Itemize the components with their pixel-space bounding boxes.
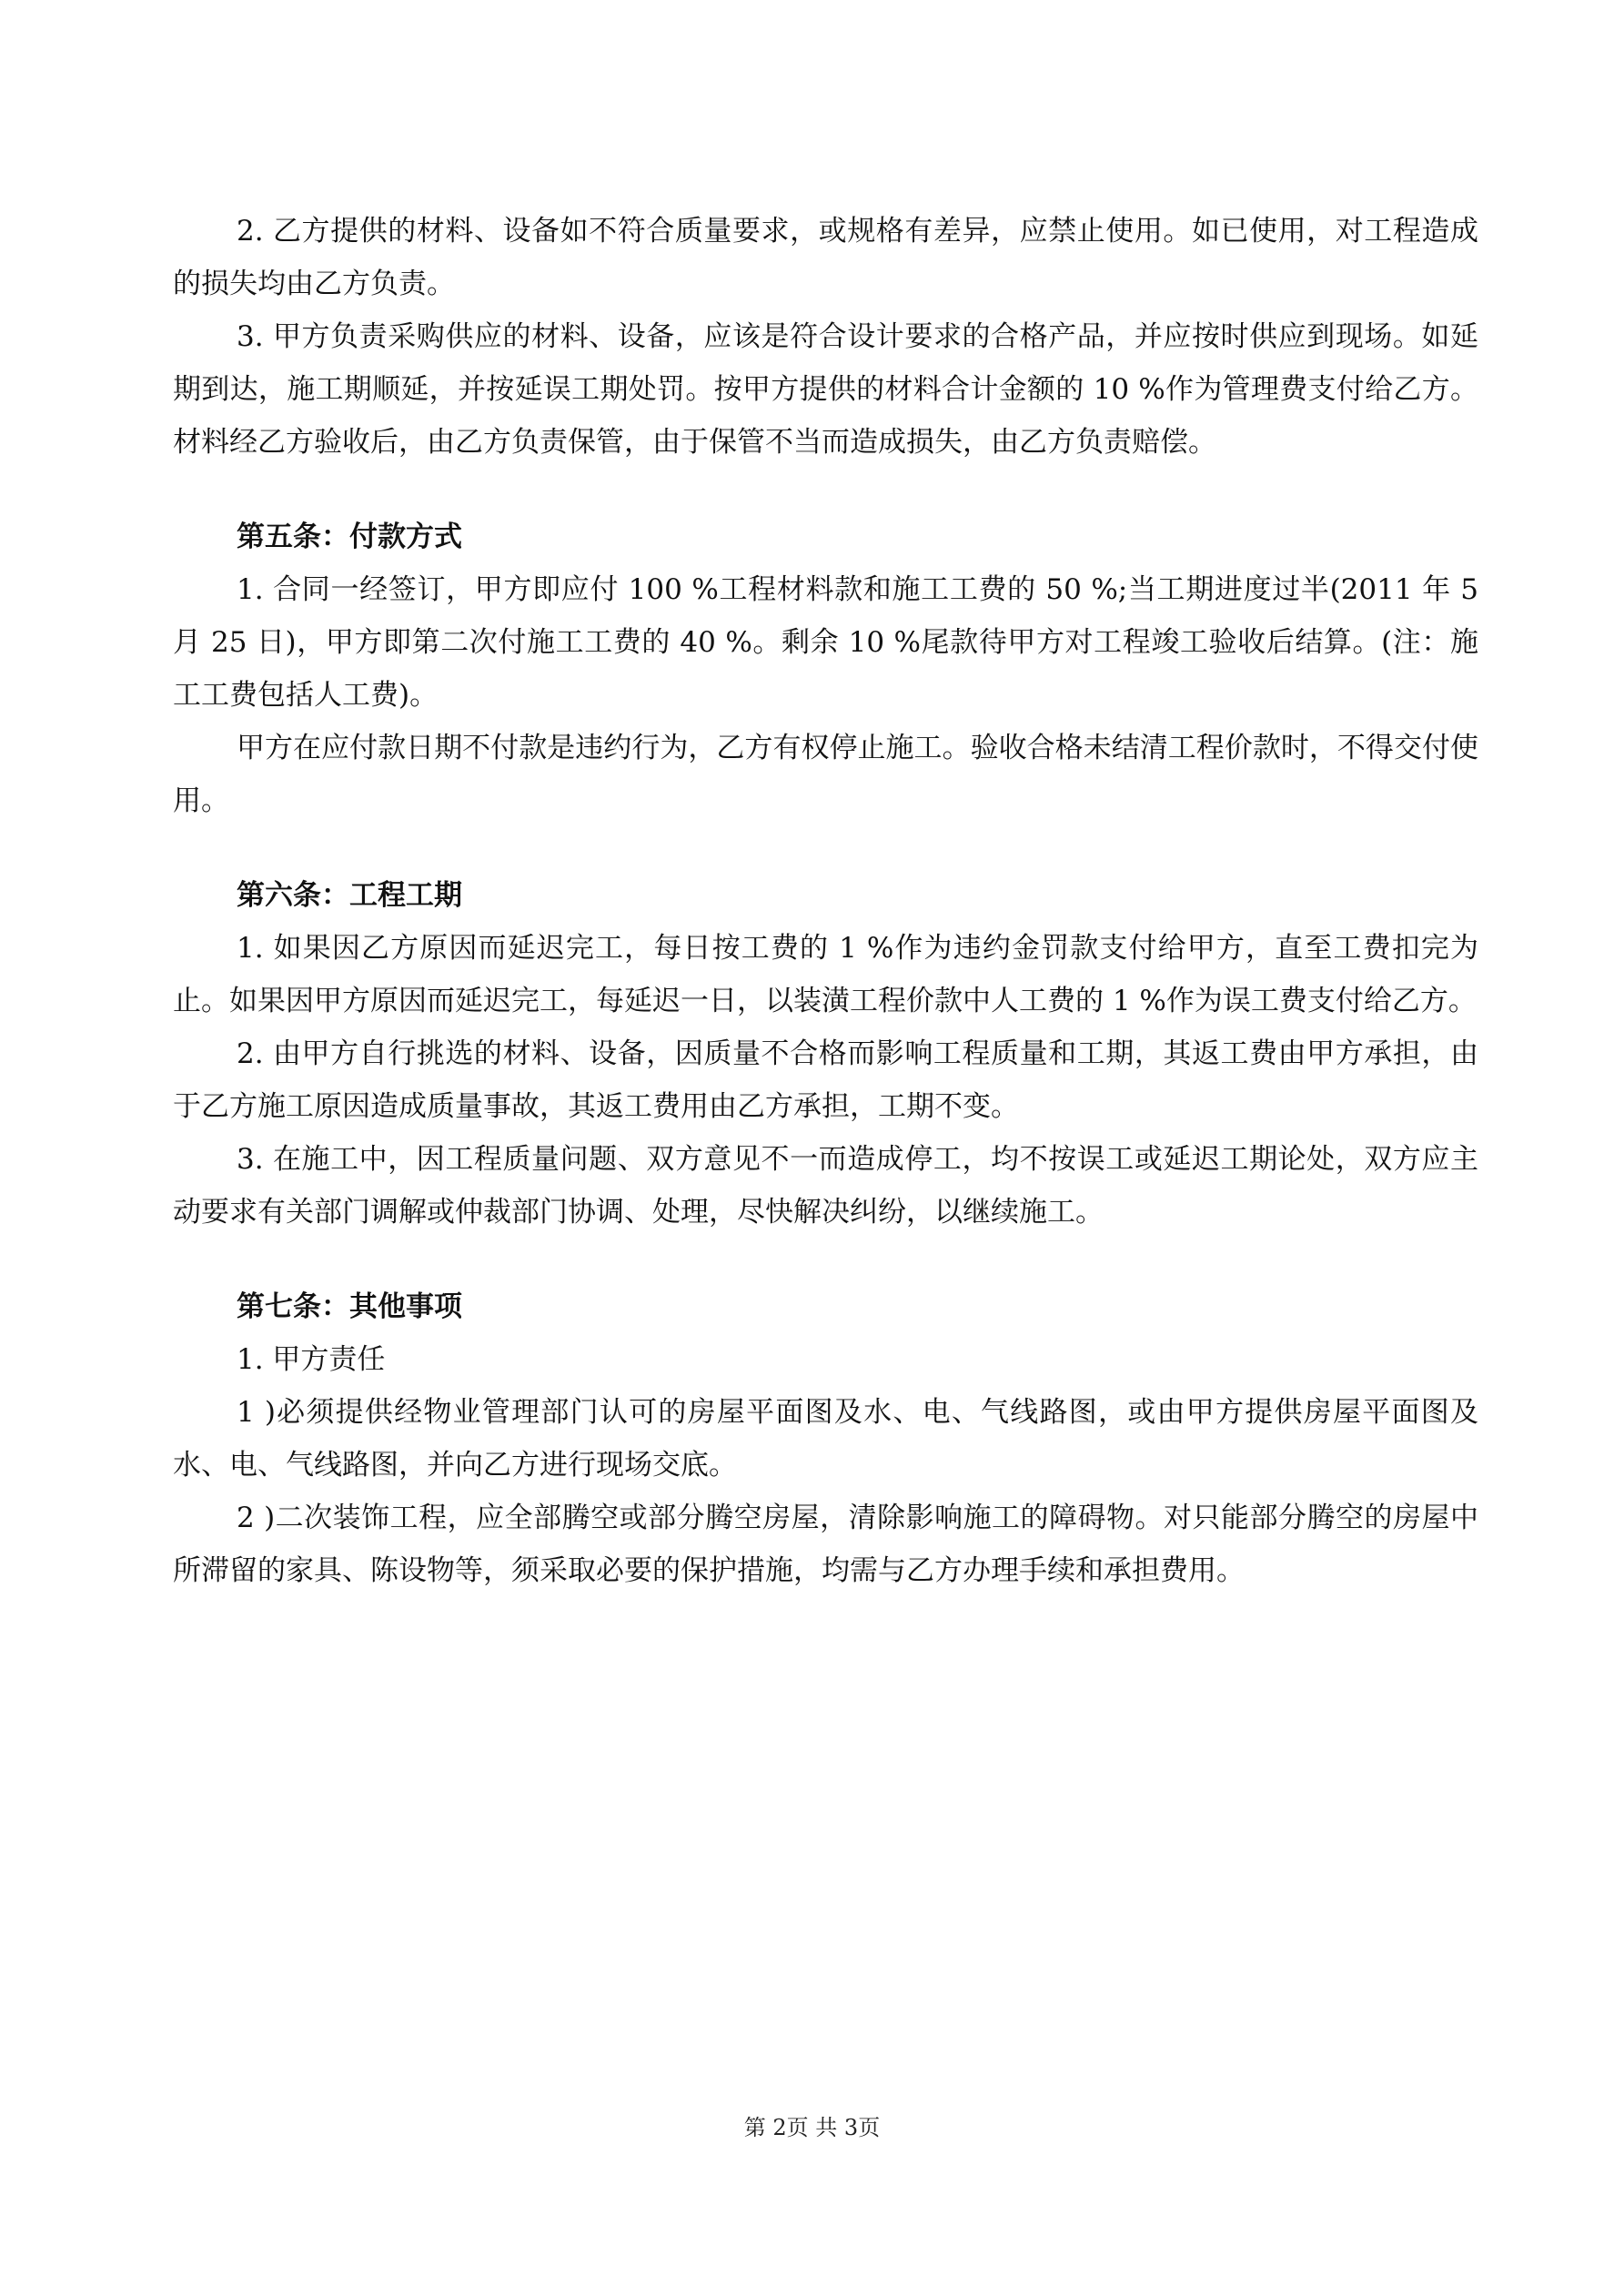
document-body (173, 205, 1478, 1597)
paragraph-7-3: 2 )二次装饰工程，应全部腾空或部分腾空房屋，清除影响施工的障碍物。对只能部分腾空的房屋中所滞留的家具、陈设物等，须采取必要的保护措施，均需与乙方办理手续和承担费用。 (173, 1502, 1478, 1587)
paragraph-7-1: 1. 甲方责任 (237, 1343, 386, 1376)
section-heading-7: 第七条：其他事项 (237, 1290, 462, 1323)
paragraph-5-1: 1. 合同一经签订，甲方即应付 100 %工程材料款和施工工费的 50 %;当工期进度过半(2011 年 5 月 25 日)，甲方即第二次付施工工费的 40 %。剩余 10 %尾款待甲方对工程竣工验收后结算。(注：施工工费包括人工费)。 (173, 573, 1478, 712)
section-gap (173, 827, 1478, 869)
page-number-footer: 第 2页 共 3页 (743, 2115, 881, 2140)
paragraph-4-2: 2. 乙方提供的材料、设备如不符合质量要求，或规格有差异，应禁止使用。如已使用，对工程造成的损失均由乙方负责。 (173, 215, 1478, 300)
paragraph-6-2: 2. 由甲方自行挑选的材料、设备，因质量不合格而影响工程质量和工期，其返工费由甲方承担，由于乙方施工原因造成质量事故，其返工费用由乙方承担，工期不变。 (173, 1037, 1478, 1123)
section-heading-5: 第五条：付款方式 (237, 521, 462, 553)
paragraph-4-3: 3. 甲方负责采购供应的材料、设备，应该是符合设计要求的合格产品，并应按时供应到现场。如延期到达，施工期顺延，并按延误工期处罚。按甲方提供的材料合计金额的 10 %作为管理费支付给乙方。材料经乙方验收后，由乙方负责保管，由于保管不当而造成损失，由乙方负责赔偿。 (173, 320, 1478, 459)
paragraph-5-2: 甲方在应付款日期不付款是违约行为，乙方有权停止施工。验收合格未结清工程价款时，不得交付使用。 (173, 732, 1478, 817)
paragraph-6-3: 3. 在施工中，因工程质量问题、双方意见不一而造成停工，均不按误工或延迟工期论处，双方应主动要求有关部门调解或仲裁部门协调、处理，尽快解决纠纷，以继续施工。 (173, 1143, 1478, 1229)
section-gap (173, 1239, 1478, 1280)
paragraph-7-2: 1 )必须提供经物业管理部门认可的房屋平面图及水、电、气线路图，或由甲方提供房屋平面图及水、电、气线路图，并向乙方进行现场交底。 (173, 1396, 1478, 1482)
section-heading-6: 第六条：工程工期 (237, 879, 462, 912)
paragraph-6-1: 1. 如果因乙方原因而延迟完工，每日按工费的 1 %作为违约金罚款支付给甲方，直至工费扣完为止。如果因甲方原因而延迟完工，每延迟一日，以装潢工程价款中人工费的 1 %作为误工费支付给乙方。 (173, 932, 1478, 1017)
section-gap (173, 469, 1478, 511)
